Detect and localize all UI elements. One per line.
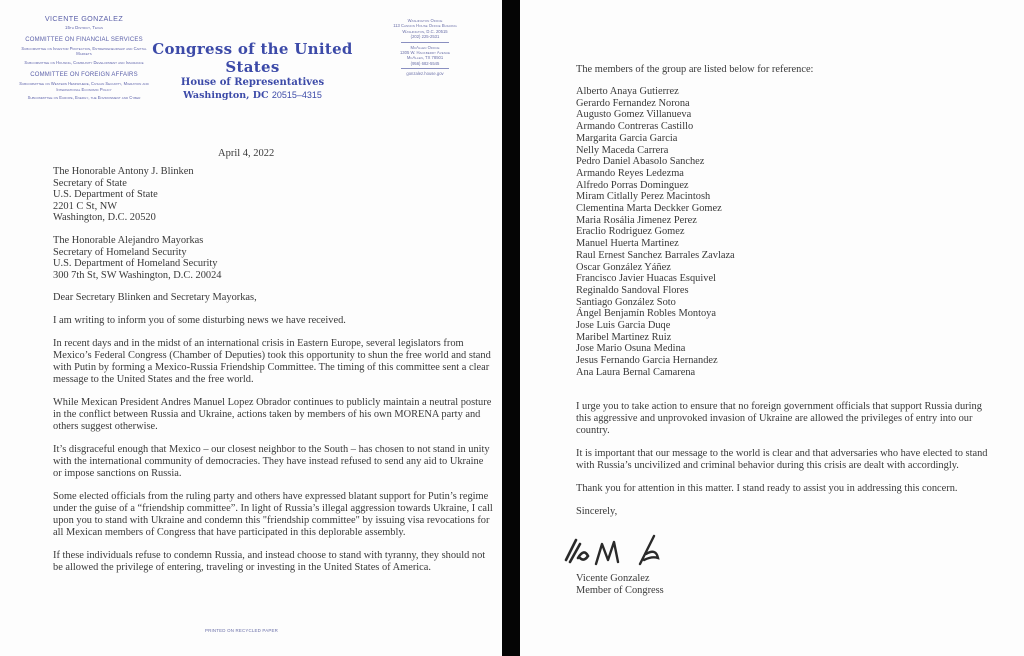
member-name-item: Pedro Daniel Abasolo Sanchez	[576, 156, 705, 168]
letterhead-title-block	[140, 40, 365, 101]
salutation: Dear Secretary Blinken and Secretary Mayorkas,	[53, 292, 257, 304]
body-paragraph: It is important that our message to the world is clear and that adversaries who have elected to stand with Russia’s uncivilized and criminal behavior during this crisis are dealt with accordingly.	[576, 447, 988, 471]
office-divider	[401, 42, 449, 43]
member-name-item: Ana Laura Bernal Camarena	[576, 366, 696, 378]
subcommittee-name: Subcommittee on Western Hemisphere, Civilian Security, Migration and International Economic Policy	[19, 81, 149, 92]
members-intro: The members of the group are listed below for reference:	[576, 64, 814, 75]
member-name-item: Alfredo Porras Dominguez	[576, 179, 689, 191]
office-phone: (956) 682-5545	[410, 60, 440, 66]
member-name-item: Reginaldo Sandoval Flores	[576, 284, 689, 296]
member-district: 15th District, Texas	[65, 25, 103, 30]
member-name-item: Margarita Garcia Garcia	[576, 132, 678, 144]
recipient-address	[53, 235, 493, 281]
page-divider	[502, 0, 520, 656]
letterhead-city-line	[140, 90, 365, 101]
institution-title: Congress of the United States	[152, 40, 353, 76]
letter-body-page-2	[576, 64, 996, 529]
office-name: McAllen Office	[410, 44, 440, 50]
member-name-item: Jose Mario Osuna Medina	[576, 343, 686, 355]
letter-body-page-1	[53, 166, 493, 585]
member-name-item: Gerardo Fernandez Norona	[576, 97, 690, 109]
recipient-line: The Honorable Antony J. Blinken	[53, 166, 194, 177]
body-paragraph: I urge you to take action to ensure that no foreign government officials that support Russia during this aggressive and unprovoked invasion of Ukraine are allowed the privileges of entry into our country.	[576, 400, 982, 436]
member-name-item: Alberto Anaya Gutierrez	[576, 86, 679, 97]
member-name-item: Maribel Martinez Ruiz	[576, 331, 672, 343]
recipient-line: U.S. Department of Homeland Security	[53, 258, 218, 270]
members-list	[576, 86, 996, 379]
member-name-item: Clementina Marta Deckker Gomez	[576, 203, 722, 215]
member-name-item: Oscar González Yáñez	[576, 261, 671, 273]
body-paragraph: While Mexican President Andres Manuel Lopez Obrador continues to publicly maintain a neutral posture in the conflict between Russia and Ukraine, actions taken by members of his own MORENA party and others suggest otherwise.	[53, 397, 492, 433]
office-address: 1305 W. Hackberry Avenue	[399, 50, 451, 56]
signer-title: Member of Congress	[576, 585, 664, 596]
recipient-line: Secretary of State	[53, 177, 127, 189]
letterhead-zip: 20515–4315	[271, 90, 322, 100]
closing-paragraphs	[576, 401, 996, 518]
letterhead-city: Washington, DC	[183, 90, 269, 101]
member-name-item: Jesus Fernando Garcia Hernandez	[576, 355, 718, 367]
recipient-line: 2201 C St, NW	[53, 200, 118, 212]
body-paragraph: It’s disgraceful enough that Mexico – our closest neighbor to the South – has chosen to not stand in unity with the international community of democracies. They have instead refused to send any aid to Ukraine or impose sanctions on Russia.	[53, 444, 490, 480]
letterhead-offices-block	[384, 18, 466, 77]
recipient-line: 300 7th St, SW Washington, D.C. 20024	[53, 269, 222, 281]
body-paragraph: If these individuals refuse to condemn Russia, and instead choose to stand with tyranny, they should not be allowed the privilege of entering, traveling or investing in the United States of America.	[53, 550, 486, 574]
member-name: VICENTE GONZALEZ	[44, 14, 124, 23]
subcommittee-name: Subcommittee on Investor Protection, Entrepreneurship and Capital Markets	[21, 46, 147, 57]
body-paragraph: In recent days and in the midst of an international crisis in Eastern Europe, several legislators from Mexico’s Federal Congress (Chamber of Deputies) took this opportunity to shun the free world and stand with Putin by forming a Mexico-Russia Friendship Committee. The timing of this committee sent a clear message to the United States and the free world.	[53, 338, 491, 386]
committee-name: COMMITTEE ON FINANCIAL SERVICES	[25, 37, 143, 43]
recipient-line: U.S. Department of State	[53, 189, 158, 201]
office-address: Washington, D.C. 20515	[402, 28, 448, 34]
letter-page-1	[0, 0, 502, 656]
body-paragraph: Some elected officials from the ruling party and others have expressed blatant support for Putin’s regime under the guise of a “friendship committee”. In light of Russia’s illegal aggression towards Ukraine, I call upon you to stand with Ukraine and condemn this "friendship committee" by issuing visa revocations for all Mexican members of Congress that have participated in this deplorable assembly.	[53, 491, 493, 539]
recipient-line: The Honorable Alejandro Mayorkas	[53, 234, 204, 246]
office-address: McAllen, TX 78501	[406, 55, 444, 61]
recipient-line: Washington, D.C. 20520	[53, 212, 156, 224]
subcommittee-name: Subcommittee on Housing, Community Development and Insurance	[24, 59, 144, 65]
signer-name: Vicente Gonzalez	[576, 573, 650, 584]
member-name-item: Armando Reyes Ledezma	[576, 167, 684, 179]
member-name-item: Armando Contreras Castillo	[576, 121, 694, 133]
member-name-item: Manuel Huerta Martinez	[576, 238, 679, 250]
member-name-item: Eraclio Rodriguez Gomez	[576, 226, 685, 238]
subcommittee-name: Subcommittee on Europe, Energy, the Environment and Cyber	[27, 95, 141, 101]
handwritten-signature	[562, 530, 682, 570]
closing-salutation: Sincerely,	[576, 505, 618, 517]
office-divider	[401, 68, 449, 69]
member-name-item: Augusto Gomez Villanueva	[576, 109, 692, 121]
letter-date: April 4, 2022	[218, 148, 275, 159]
member-name-item: Nelly Maceda Carrera	[576, 144, 669, 156]
member-name-item: Francisco Javier Huacas Esquivel	[576, 273, 716, 285]
office-phone: (202) 225-2531	[410, 34, 440, 40]
member-name-item: Maria Rosália Jimenez Perez	[576, 214, 697, 226]
recipient-line: Secretary of Homeland Security	[53, 246, 187, 258]
committee-name: COMMITTEE ON FOREIGN AFFAIRS	[30, 72, 138, 79]
body-paragraph: Thank you for attention in this matter. I stand ready to assist you in addressing this concern.	[576, 482, 958, 494]
member-name-item: Ángel Benjamín Robles Montoya	[576, 308, 716, 320]
office-address: 113 Cannon House Office Building	[393, 23, 457, 29]
body-paragraph: I am writing to inform you of some disturbing news we have received.	[53, 315, 346, 327]
recycled-paper-footer: PRINTED ON RECYCLED PAPER	[205, 628, 278, 633]
chamber-title: House of Representatives	[180, 77, 325, 88]
letterhead-member-block	[8, 14, 160, 100]
office-name: Washington Office	[407, 18, 443, 23]
office-website: gonzalez.house.gov	[406, 71, 444, 77]
member-name-item: Miram Citlally Perez Macintosh	[576, 191, 711, 203]
recipient-address	[53, 166, 493, 224]
member-name-item: Santiago González Soto	[576, 296, 676, 308]
member-name-item: Jose Luis Garcia Duqe	[576, 320, 671, 332]
signer-block	[576, 573, 664, 597]
member-name-item: Raul Ernest Sanchez Barrales Zavlaza	[576, 249, 735, 261]
